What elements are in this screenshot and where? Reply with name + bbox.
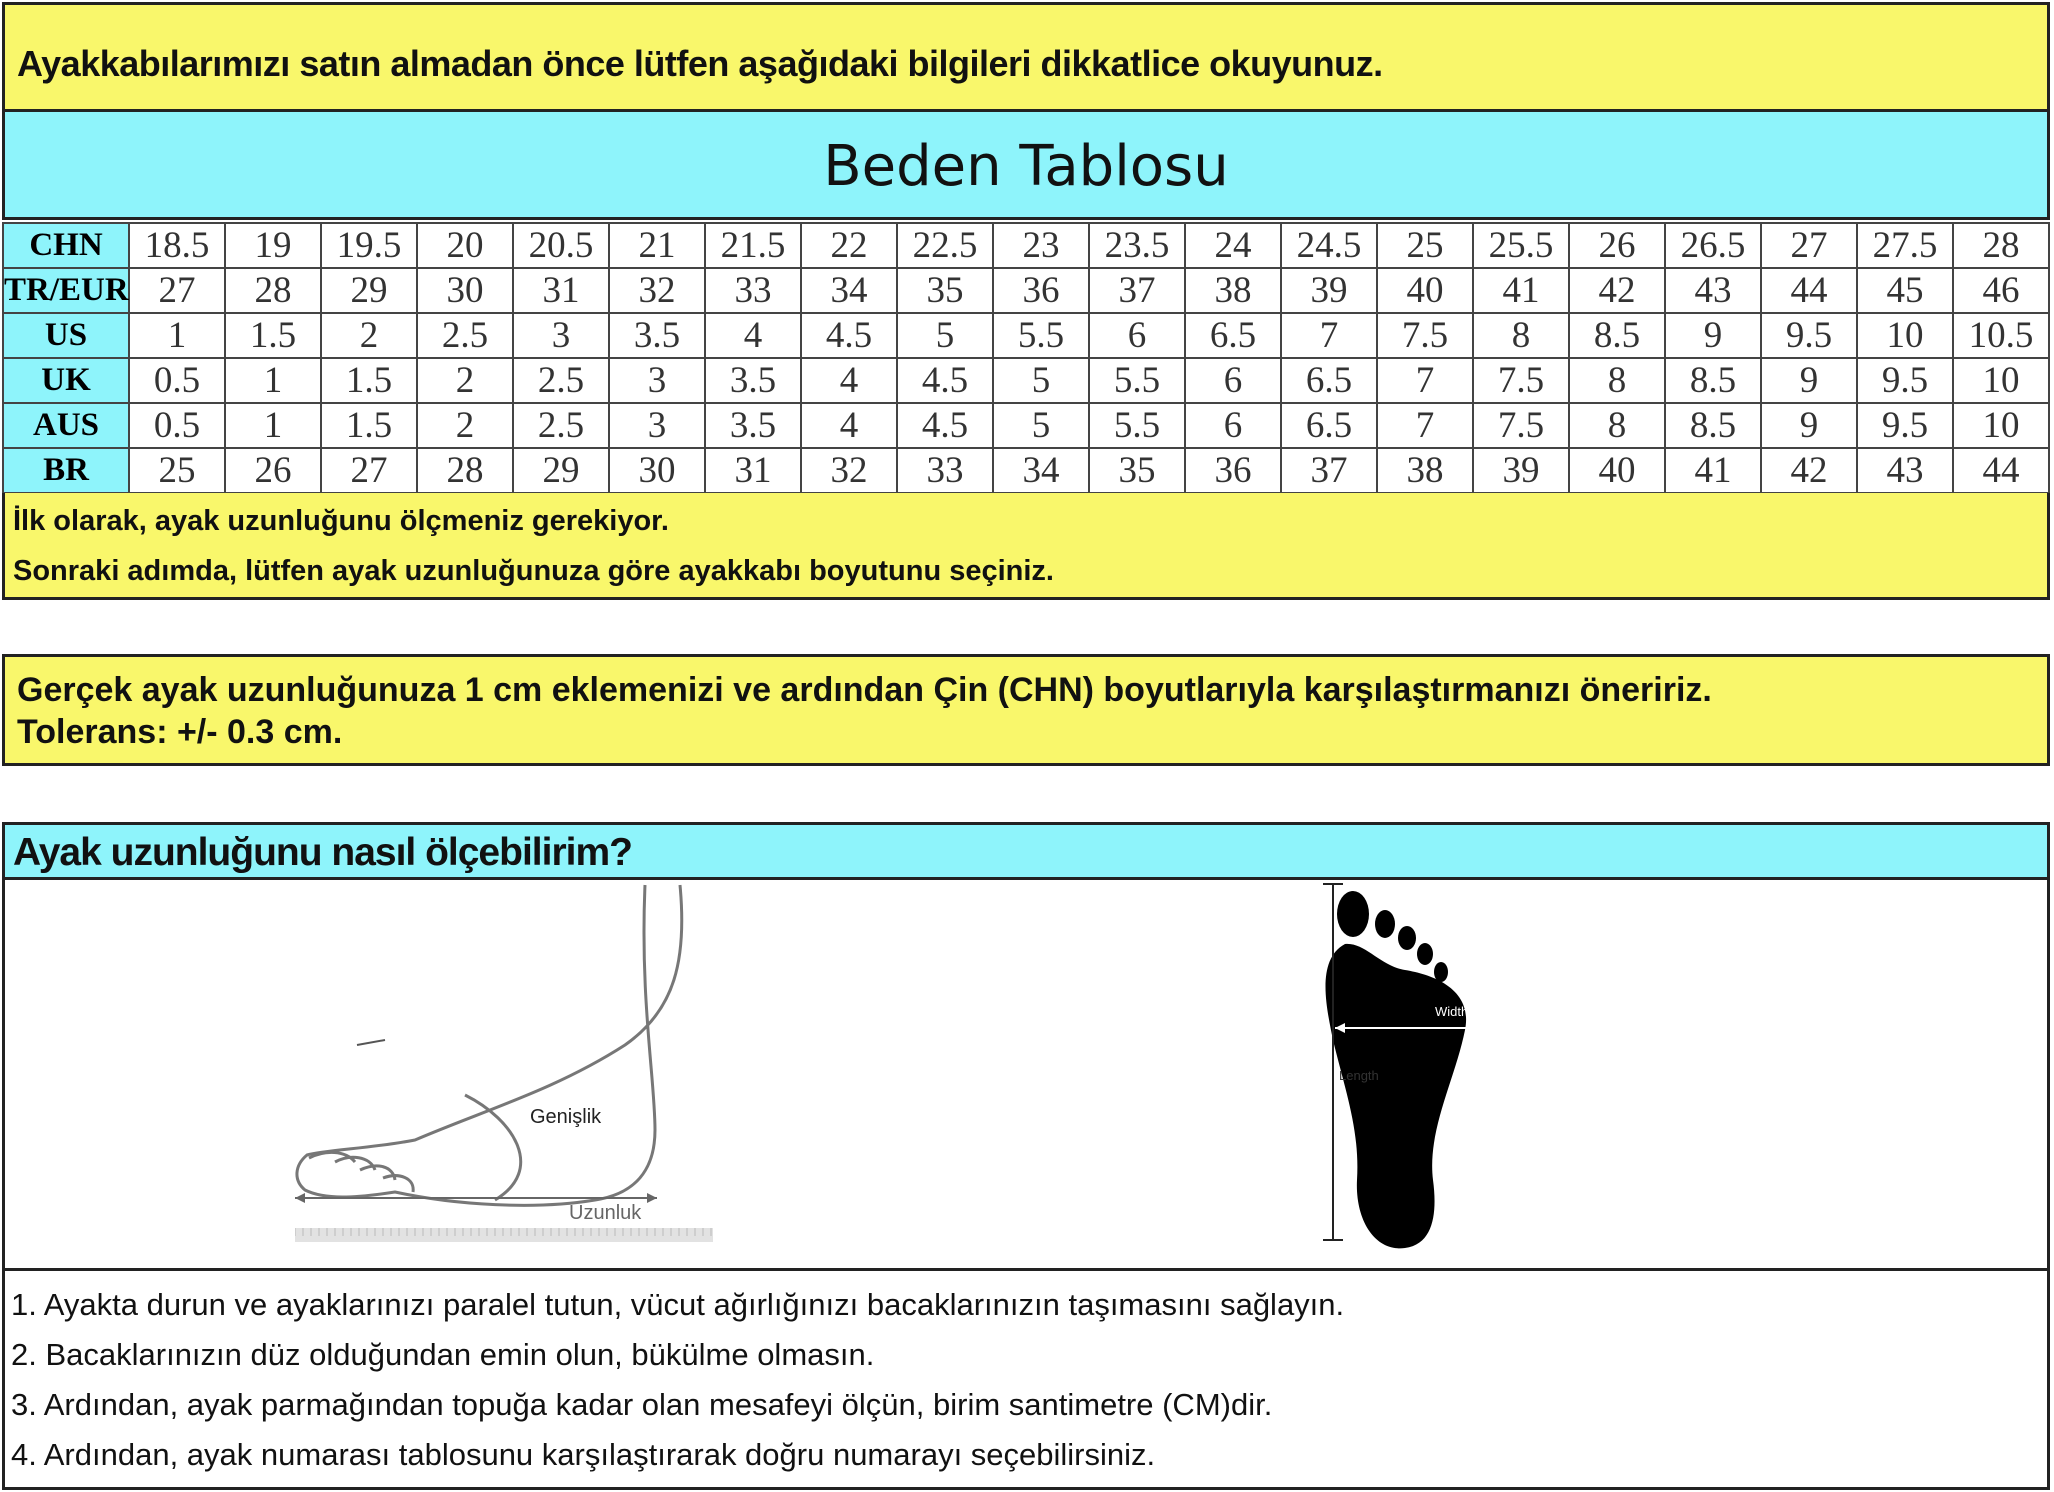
size-cell: 21.5 <box>705 223 801 268</box>
size-table-container <box>2 222 2050 494</box>
advice-line2: Tolerans: +/- 0.3 cm. <box>17 713 343 751</box>
size-cell: 6 <box>1185 403 1281 448</box>
size-chart-title-band <box>2 112 2050 220</box>
measure-notice-line1: İlk olarak, ayak uzunluğunu ölçmeniz gerekiyor. <box>13 505 669 537</box>
size-cell: 8.5 <box>1665 403 1761 448</box>
advice-line1: Gerçek ayak uzunluğunuza 1 cm eklemenizi ve ardından Çin (CHN) boyutlarıyla karşılaştırmanızı öneririz. <box>17 671 1712 709</box>
size-cell: 10 <box>1953 358 2049 403</box>
size-cell: 6.5 <box>1185 313 1281 358</box>
advice-banner <box>2 654 2050 766</box>
size-cell: 8 <box>1569 403 1665 448</box>
size-cell: 2 <box>321 313 417 358</box>
size-cell: 28 <box>225 268 321 313</box>
size-cell: 10.5 <box>1953 313 2049 358</box>
size-cell: 6.5 <box>1281 358 1377 403</box>
size-cell: 19.5 <box>321 223 417 268</box>
size-cell: 4 <box>705 313 801 358</box>
size-cell: 21 <box>609 223 705 268</box>
size-cell: 7 <box>1377 358 1473 403</box>
size-cell: 27 <box>1761 223 1857 268</box>
size-table <box>2 222 2050 494</box>
size-row-chn <box>3 223 2049 268</box>
size-cell: 39 <box>1473 448 1569 493</box>
page-title: Beden Tablosu <box>823 134 1229 199</box>
size-cell: 9 <box>1665 313 1761 358</box>
size-cell: 4 <box>801 403 897 448</box>
size-cell: 28 <box>1953 223 2049 268</box>
size-cell: 19 <box>225 223 321 268</box>
size-cell: 44 <box>1761 268 1857 313</box>
size-cell: 42 <box>1761 448 1857 493</box>
size-cell: 34 <box>993 448 1089 493</box>
step-1: 1. Ayakta durun ve ayaklarınızı paralel tutun, vücut ağırlığınızı bacaklarınızın taşımasını sağlayın. <box>11 1287 1345 1322</box>
size-cell: 0.5 <box>129 403 225 448</box>
size-cell: 40 <box>1377 268 1473 313</box>
size-cell: 18.5 <box>129 223 225 268</box>
sole-length-label: Length <box>1339 1068 1379 1083</box>
size-cell: 32 <box>801 448 897 493</box>
row-header: US <box>3 313 129 358</box>
size-cell: 4.5 <box>801 313 897 358</box>
size-cell: 20 <box>417 223 513 268</box>
size-cell: 3.5 <box>705 403 801 448</box>
size-cell: 34 <box>801 268 897 313</box>
size-cell: 9 <box>1761 358 1857 403</box>
size-cell: 31 <box>513 268 609 313</box>
size-cell: 39 <box>1281 268 1377 313</box>
size-cell: 43 <box>1665 268 1761 313</box>
top-notice-banner <box>2 2 2050 112</box>
size-cell: 37 <box>1089 268 1185 313</box>
row-header: AUS <box>3 403 129 448</box>
size-cell: 42 <box>1569 268 1665 313</box>
size-cell: 1.5 <box>321 358 417 403</box>
size-cell: 3.5 <box>705 358 801 403</box>
size-cell: 36 <box>993 268 1089 313</box>
size-cell: 5.5 <box>993 313 1089 358</box>
size-cell: 26 <box>1569 223 1665 268</box>
size-cell: 6 <box>1089 313 1185 358</box>
size-cell: 26 <box>225 448 321 493</box>
size-cell: 9 <box>1761 403 1857 448</box>
row-header: UK <box>3 358 129 403</box>
size-cell: 23.5 <box>1089 223 1185 268</box>
size-cell: 5 <box>897 313 993 358</box>
row-header: BR <box>3 448 129 493</box>
size-cell: 29 <box>321 268 417 313</box>
size-cell: 7.5 <box>1377 313 1473 358</box>
size-row-aus <box>3 403 2049 448</box>
size-cell: 10 <box>1857 313 1953 358</box>
size-cell: 2 <box>417 358 513 403</box>
size-cell: 7 <box>1377 403 1473 448</box>
size-cell: 33 <box>897 448 993 493</box>
size-cell: 27 <box>321 448 417 493</box>
size-cell: 1 <box>129 313 225 358</box>
width-arrow-icon <box>357 1040 385 1045</box>
size-cell: 20.5 <box>513 223 609 268</box>
size-cell: 8 <box>1473 313 1569 358</box>
size-cell: 32 <box>609 268 705 313</box>
size-cell: 7.5 <box>1473 403 1569 448</box>
size-cell: 45 <box>1857 268 1953 313</box>
size-cell: 1 <box>225 358 321 403</box>
top-notice-text: Ayakkabılarımızı satın almadan önce lütfen aşağıdaki bilgileri dikkatlice okuyunuz. <box>17 43 1383 84</box>
ruler-icon <box>295 1228 713 1242</box>
side-width-label: Genişlik <box>530 1106 602 1128</box>
size-cell: 25.5 <box>1473 223 1569 268</box>
size-cell: 25 <box>129 448 225 493</box>
size-cell: 9.5 <box>1857 403 1953 448</box>
size-cell: 5 <box>993 358 1089 403</box>
size-cell: 3.5 <box>609 313 705 358</box>
size-cell: 8.5 <box>1665 358 1761 403</box>
size-cell: 24 <box>1185 223 1281 268</box>
size-cell: 28 <box>417 448 513 493</box>
size-cell: 25 <box>1377 223 1473 268</box>
size-cell: 9.5 <box>1761 313 1857 358</box>
instruction-steps <box>2 1268 2050 1490</box>
size-cell: 31 <box>705 448 801 493</box>
size-cell: 38 <box>1377 448 1473 493</box>
size-cell: 26.5 <box>1665 223 1761 268</box>
size-cell: 8 <box>1569 358 1665 403</box>
size-cell: 46 <box>1953 268 2049 313</box>
size-cell: 3 <box>609 358 705 403</box>
size-cell: 6 <box>1185 358 1281 403</box>
illustration-area <box>2 880 2050 1268</box>
size-cell: 37 <box>1281 448 1377 493</box>
size-cell: 0.5 <box>129 358 225 403</box>
size-cell: 22.5 <box>897 223 993 268</box>
size-cell: 23 <box>993 223 1089 268</box>
size-cell: 5.5 <box>1089 358 1185 403</box>
size-row-br <box>3 448 2049 493</box>
row-header: TR/EUR <box>3 268 129 313</box>
size-cell: 29 <box>513 448 609 493</box>
row-header: CHN <box>3 223 129 268</box>
size-cell: 41 <box>1665 448 1761 493</box>
step-4: 4. Ardından, ayak numarası tablosunu karşılaştırarak doğru numarayı seçebilirsiniz. <box>11 1437 1156 1472</box>
size-cell: 36 <box>1185 448 1281 493</box>
size-cell: 9.5 <box>1857 358 1953 403</box>
size-cell: 2.5 <box>513 358 609 403</box>
size-cell: 35 <box>897 268 993 313</box>
size-row-us <box>3 313 2049 358</box>
size-cell: 35 <box>1089 448 1185 493</box>
size-cell: 2.5 <box>417 313 513 358</box>
size-cell: 24.5 <box>1281 223 1377 268</box>
size-cell: 33 <box>705 268 801 313</box>
size-cell: 3 <box>513 313 609 358</box>
size-row-uk <box>3 358 2049 403</box>
size-cell: 6.5 <box>1281 403 1377 448</box>
size-cell: 10 <box>1953 403 2049 448</box>
size-cell: 7.5 <box>1473 358 1569 403</box>
size-cell: 22 <box>801 223 897 268</box>
size-cell: 1.5 <box>225 313 321 358</box>
size-cell: 4 <box>801 358 897 403</box>
size-cell: 2 <box>417 403 513 448</box>
size-cell: 27.5 <box>1857 223 1953 268</box>
size-cell: 27 <box>129 268 225 313</box>
size-cell: 8.5 <box>1569 313 1665 358</box>
howto-title-band <box>2 822 2050 880</box>
size-cell: 30 <box>417 268 513 313</box>
size-cell: 43 <box>1857 448 1953 493</box>
size-cell: 3 <box>609 403 705 448</box>
measure-notice-banner <box>2 493 2050 600</box>
size-cell: 4.5 <box>897 403 993 448</box>
size-cell: 41 <box>1473 268 1569 313</box>
size-cell: 5.5 <box>1089 403 1185 448</box>
step-3: 3. Ardından, ayak parmağından topuğa kadar olan mesafeyi ölçün, birim santimetre (CM)dir. <box>11 1387 1273 1422</box>
size-cell: 4.5 <box>897 358 993 403</box>
measure-notice-line2: Sonraki adımda, lütfen ayak uzunluğunuza göre ayakkabı boyutunu seçiniz. <box>13 555 1054 587</box>
size-cell: 2.5 <box>513 403 609 448</box>
size-cell: 30 <box>609 448 705 493</box>
footprint-illustration <box>1305 880 1505 1268</box>
size-cell: 40 <box>1569 448 1665 493</box>
size-cell: 5 <box>993 403 1089 448</box>
size-cell: 1 <box>225 403 321 448</box>
sole-width-label: Width <box>1435 1004 1469 1019</box>
side-length-label: Uzunluk <box>569 1202 642 1224</box>
size-cell: 38 <box>1185 268 1281 313</box>
howto-title: Ayak uzunluğunu nasıl ölçebilirim? <box>13 831 632 874</box>
size-row-tr-eur <box>3 268 2049 313</box>
size-cell: 1.5 <box>321 403 417 448</box>
size-cell: 44 <box>1953 448 2049 493</box>
step-2: 2. Bacaklarınızın düz olduğundan emin olun, bükülme olmasın. <box>11 1337 875 1372</box>
size-cell: 7 <box>1281 313 1377 358</box>
